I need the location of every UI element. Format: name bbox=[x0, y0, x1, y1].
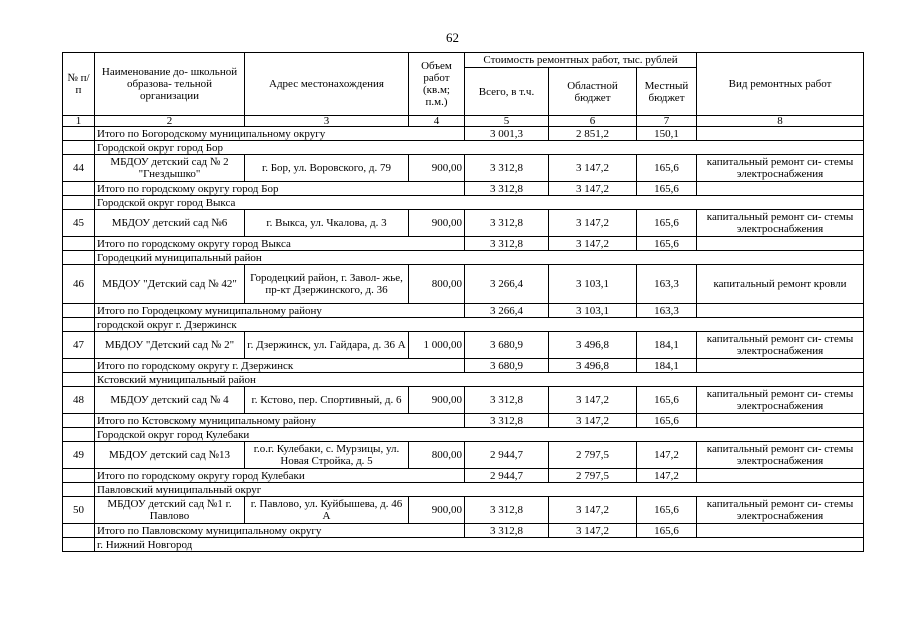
total-cost: 3 266,4 bbox=[465, 304, 549, 318]
empty-cell bbox=[697, 359, 864, 373]
local-budget: 165,6 bbox=[637, 182, 697, 196]
local-budget: 165,6 bbox=[637, 497, 697, 524]
work-type: капитальный ремонт си- стемы электроснабжения bbox=[697, 442, 864, 469]
total-cost: 3 312,8 bbox=[465, 237, 549, 251]
total-row bbox=[63, 524, 864, 538]
row-number: 44 bbox=[63, 155, 95, 182]
header-local: Местный бюджет bbox=[637, 68, 697, 116]
row-number: 48 bbox=[63, 387, 95, 414]
work-volume: 900,00 bbox=[409, 210, 465, 237]
local-budget: 165,6 bbox=[637, 237, 697, 251]
local-budget: 165,6 bbox=[637, 210, 697, 237]
total-cost: 3 312,8 bbox=[465, 182, 549, 196]
total-cost: 3 312,8 bbox=[465, 524, 549, 538]
local-budget: 165,6 bbox=[637, 414, 697, 428]
work-type: капитальный ремонт си- стемы электроснабжения bbox=[697, 387, 864, 414]
work-type: капитальный ремонт си- стемы электроснабжения bbox=[697, 332, 864, 359]
row-number: 46 bbox=[63, 265, 95, 304]
section-row bbox=[63, 251, 864, 265]
organization-address: г. Павлово, ул. Куйбышева, д. 46 А bbox=[245, 497, 409, 524]
total-cost: 3 680,9 bbox=[465, 359, 549, 373]
total-cost: 3 680,9 bbox=[465, 332, 549, 359]
total-cost: 3 312,8 bbox=[465, 155, 549, 182]
local-budget: 165,6 bbox=[637, 387, 697, 414]
organization-address: г. Бор, ул. Воровского, д. 79 bbox=[245, 155, 409, 182]
total-label: Итого по городскому округу г. Дзержинск bbox=[95, 359, 465, 373]
local-budget: 147,2 bbox=[637, 442, 697, 469]
regional-budget: 3 496,8 bbox=[549, 332, 637, 359]
organization-address: г. Дзержинск, ул. Гайдара, д. 36 А bbox=[245, 332, 409, 359]
column-number: 8 bbox=[697, 116, 864, 127]
empty-cell bbox=[63, 469, 95, 483]
empty-cell bbox=[697, 469, 864, 483]
header-cost-group: Стоимость ремонтных работ, тыс. рублей bbox=[465, 53, 697, 68]
total-row bbox=[63, 127, 864, 141]
header-regional: Областной бюджет bbox=[549, 68, 637, 116]
organization-address: г. Кстово, пер. Спортивный, д. 6 bbox=[245, 387, 409, 414]
column-number: 3 bbox=[245, 116, 409, 127]
regional-budget: 2 851,2 bbox=[549, 127, 637, 141]
section-label: Кстовский муниципальный район bbox=[95, 373, 864, 387]
empty-cell bbox=[63, 373, 95, 387]
regional-budget: 3 496,8 bbox=[549, 359, 637, 373]
regional-budget: 3 147,2 bbox=[549, 155, 637, 182]
work-volume: 900,00 bbox=[409, 497, 465, 524]
entry-row bbox=[63, 497, 864, 524]
empty-cell bbox=[63, 414, 95, 428]
local-budget: 165,6 bbox=[637, 155, 697, 182]
organization-name: МБДОУ детский сад №1 г. Павлово bbox=[95, 497, 245, 524]
regional-budget: 3 147,2 bbox=[549, 210, 637, 237]
entry-row bbox=[63, 210, 864, 237]
regional-budget: 3 147,2 bbox=[549, 237, 637, 251]
entry-row bbox=[63, 332, 864, 359]
organization-name: МБДОУ детский сад №13 bbox=[95, 442, 245, 469]
local-budget: 150,1 bbox=[637, 127, 697, 141]
total-cost: 2 944,7 bbox=[465, 442, 549, 469]
empty-cell bbox=[697, 414, 864, 428]
total-label: Итого по Богородскому муниципальному округу bbox=[95, 127, 465, 141]
work-type: капитальный ремонт кровли bbox=[697, 265, 864, 304]
header-address: Адрес местонахождения bbox=[245, 53, 409, 116]
organization-address: г. Выкса, ул. Чкалова, д. 3 bbox=[245, 210, 409, 237]
entry-row bbox=[63, 387, 864, 414]
section-row bbox=[63, 483, 864, 497]
column-number: 6 bbox=[549, 116, 637, 127]
column-number: 7 bbox=[637, 116, 697, 127]
empty-cell bbox=[63, 237, 95, 251]
row-number: 49 bbox=[63, 442, 95, 469]
column-number-row bbox=[63, 116, 864, 127]
local-budget: 184,1 bbox=[637, 359, 697, 373]
work-type: капитальный ремонт си- стемы электроснабжения bbox=[697, 210, 864, 237]
section-label: Городецкий муниципальный район bbox=[95, 251, 864, 265]
header-volume: Объем работ (кв.м; п.м.) bbox=[409, 53, 465, 116]
total-label: Итого по Городецкому муниципальному району bbox=[95, 304, 465, 318]
empty-cell bbox=[697, 304, 864, 318]
regional-budget: 3 103,1 bbox=[549, 304, 637, 318]
organization-name: МБДОУ детский сад №6 bbox=[95, 210, 245, 237]
empty-cell bbox=[63, 196, 95, 210]
empty-cell bbox=[63, 318, 95, 332]
local-budget: 147,2 bbox=[637, 469, 697, 483]
total-row bbox=[63, 304, 864, 318]
section-row bbox=[63, 538, 864, 552]
organization-address: г.о.г. Кулебаки, с. Мурзицы, ул. Новая Стройка, д. 5 bbox=[245, 442, 409, 469]
total-cost: 3 312,8 bbox=[465, 414, 549, 428]
empty-cell bbox=[697, 524, 864, 538]
section-row bbox=[63, 141, 864, 155]
work-type: капитальный ремонт си- стемы электроснабжения bbox=[697, 497, 864, 524]
regional-budget: 2 797,5 bbox=[549, 469, 637, 483]
total-label: Итого по городскому округу город Бор bbox=[95, 182, 465, 196]
total-cost: 3 312,8 bbox=[465, 387, 549, 414]
column-number: 2 bbox=[95, 116, 245, 127]
total-cost: 3 001,3 bbox=[465, 127, 549, 141]
column-number: 4 bbox=[409, 116, 465, 127]
work-volume: 800,00 bbox=[409, 265, 465, 304]
total-cost: 2 944,7 bbox=[465, 469, 549, 483]
section-label: г. Нижний Новгород bbox=[95, 538, 864, 552]
empty-cell bbox=[63, 483, 95, 497]
empty-cell bbox=[697, 182, 864, 196]
total-cost: 3 312,8 bbox=[465, 210, 549, 237]
header-total: Всего, в т.ч. bbox=[465, 68, 549, 116]
total-label: Итого по Павловскому муниципальному округу bbox=[95, 524, 465, 538]
header-num: № п/п bbox=[63, 53, 95, 116]
regional-budget: 3 147,2 bbox=[549, 387, 637, 414]
row-number: 50 bbox=[63, 497, 95, 524]
local-budget: 163,3 bbox=[637, 304, 697, 318]
work-volume: 800,00 bbox=[409, 442, 465, 469]
regional-budget: 2 797,5 bbox=[549, 442, 637, 469]
section-label: Городской округ город Выкса bbox=[95, 196, 864, 210]
empty-cell bbox=[63, 251, 95, 265]
empty-cell bbox=[63, 127, 95, 141]
regional-budget: 3 147,2 bbox=[549, 524, 637, 538]
total-row bbox=[63, 237, 864, 251]
local-budget: 184,1 bbox=[637, 332, 697, 359]
column-number: 1 bbox=[63, 116, 95, 127]
total-label: Итого по Кстовскому муниципальному району bbox=[95, 414, 465, 428]
total-cost: 3 312,8 bbox=[465, 497, 549, 524]
row-number: 45 bbox=[63, 210, 95, 237]
section-row bbox=[63, 428, 864, 442]
regional-budget: 3 103,1 bbox=[549, 265, 637, 304]
organization-name: МБДОУ детский сад № 2 "Гнездышко" bbox=[95, 155, 245, 182]
local-budget: 165,6 bbox=[637, 524, 697, 538]
empty-cell bbox=[63, 538, 95, 552]
section-label: Павловский муниципальный округ bbox=[95, 483, 864, 497]
total-row bbox=[63, 414, 864, 428]
total-row bbox=[63, 469, 864, 483]
entry-row bbox=[63, 265, 864, 304]
empty-cell bbox=[63, 304, 95, 318]
section-label: Городской округ город Бор bbox=[95, 141, 864, 155]
empty-cell bbox=[63, 359, 95, 373]
total-label: Итого по городскому округу город Кулебаки bbox=[95, 469, 465, 483]
section-row bbox=[63, 196, 864, 210]
empty-cell bbox=[63, 428, 95, 442]
repair-works-table bbox=[62, 52, 864, 552]
table-body bbox=[63, 127, 864, 552]
total-label: Итого по городскому округу город Выкса bbox=[95, 237, 465, 251]
section-label: городской округ г. Дзержинск bbox=[95, 318, 864, 332]
work-volume: 900,00 bbox=[409, 155, 465, 182]
header-work-type: Вид ремонтных работ bbox=[697, 53, 864, 116]
column-number: 5 bbox=[465, 116, 549, 127]
page-number: 62 bbox=[446, 30, 459, 45]
entry-row bbox=[63, 155, 864, 182]
empty-cell bbox=[697, 127, 864, 141]
organization-name: МБДОУ "Детский сад № 42" bbox=[95, 265, 245, 304]
section-row bbox=[63, 373, 864, 387]
section-row bbox=[63, 318, 864, 332]
header-name: Наименование до- школьной образова- тельной организации bbox=[95, 53, 245, 116]
organization-name: МБДОУ "Детский сад № 2" bbox=[95, 332, 245, 359]
work-type: капитальный ремонт си- стемы электроснабжения bbox=[697, 155, 864, 182]
empty-cell bbox=[63, 141, 95, 155]
total-cost: 3 266,4 bbox=[465, 265, 549, 304]
empty-cell bbox=[63, 182, 95, 196]
regional-budget: 3 147,2 bbox=[549, 182, 637, 196]
regional-budget: 3 147,2 bbox=[549, 414, 637, 428]
row-number: 47 bbox=[63, 332, 95, 359]
total-row bbox=[63, 359, 864, 373]
local-budget: 163,3 bbox=[637, 265, 697, 304]
section-label: Городской округ город Кулебаки bbox=[95, 428, 864, 442]
entry-row bbox=[63, 442, 864, 469]
work-volume: 1 000,00 bbox=[409, 332, 465, 359]
organization-address: Городецкий район, г. Завол- жье, пр-кт Дзержинского, д. 36 bbox=[245, 265, 409, 304]
empty-cell bbox=[63, 524, 95, 538]
empty-cell bbox=[697, 237, 864, 251]
table-header bbox=[63, 53, 864, 127]
regional-budget: 3 147,2 bbox=[549, 497, 637, 524]
work-volume: 900,00 bbox=[409, 387, 465, 414]
organization-name: МБДОУ детский сад № 4 bbox=[95, 387, 245, 414]
total-row bbox=[63, 182, 864, 196]
